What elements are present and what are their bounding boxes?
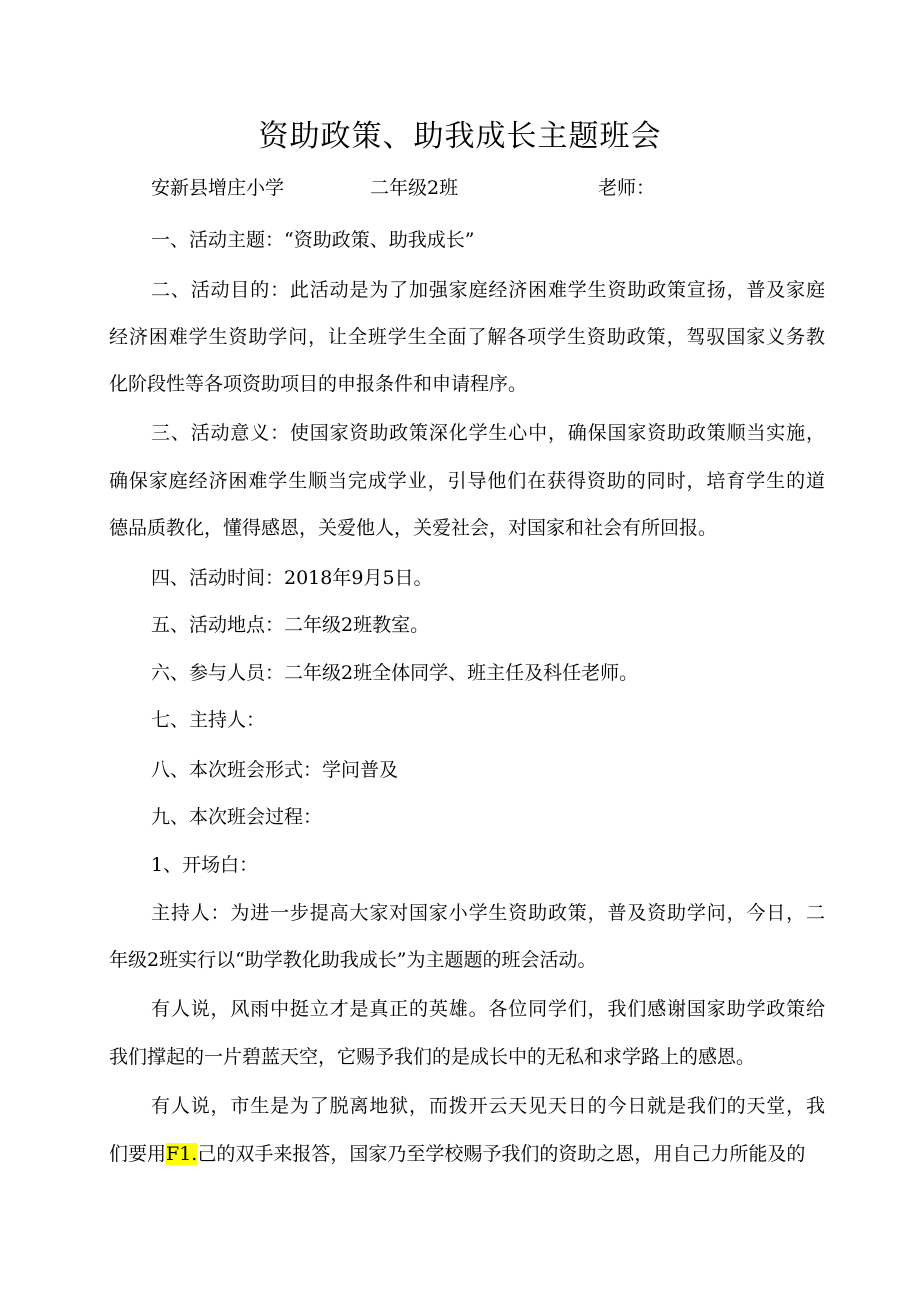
section-participants: 六、参与人员：二年级2班全体同学、班主任及科任老师。 [151,662,639,684]
section-form: 八、本次班会形式：学问普及 [151,759,399,781]
paragraph-1-line-1: 有人说，风雨中挺立才是真正的英雄。各位同学们，我们感谢国家助学政策给 [151,998,825,1020]
host-speech-line-2: 年级2班实行以“助学教化助我成长”为主题题的班会活动。 [109,949,597,971]
paragraph-2-text-before: 们要用 [109,1143,167,1165]
section-theme: 一、活动主题：“资助政策、助我成长” [151,229,475,251]
section-meaning-line-2: 确保家庭经济困难学生顺当完成学业，引导他们在获得资助的同时，培育学生的道 [109,470,825,492]
teacher-label: 老师： [598,177,656,199]
school-name: 安新县增庄小学 [151,177,285,199]
host-speech-line-1: 主持人：为进一步提高大家对国家小学生资助政策，普及资助学问，今日，二 [151,902,825,924]
section-purpose-line-3: 化阶段性等各项资助项目的申报条件和申请程序。 [109,373,528,395]
highlighted-text: F1. [166,1143,198,1165]
section-step-1: 1、开场白： [151,854,259,876]
section-place: 五、活动地点：二年级2班教室。 [151,614,430,636]
paragraph-1-line-2: 我们撑起的一片碧蓝天空，它赐予我们的是成长中的无私和求学路上的感恩。 [109,1046,756,1068]
section-purpose-line-1: 二、活动目的：此活动是为了加强家庭经济困难学生资助政策宣扬，普及家庭 [151,279,825,301]
section-host: 七、主持人： [151,709,266,731]
page-title: 资助政策、助我成长主题班会 [258,119,662,154]
paragraph-2-line-2 [109,1140,805,1168]
paragraph-2-text-after: 己的双手来报答，国家乃至学校赐予我们的资助之恩，用自己力所能及的 [197,1143,806,1165]
section-meaning-line-1: 三、活动意义：使国家资助政策深化学生心中，确保国家资助政策顺当实施， [151,422,825,444]
section-process: 九、本次班会过程： [151,806,323,828]
section-purpose-line-2: 经济困难学生资助学问，让全班学生全面了解各项学生资助政策，驾驭国家义务教 [109,326,825,348]
class-name: 二年级2班 [370,177,459,199]
section-meaning-line-3: 德品质教化，懂得感恩，关爱他人，关爱社会，对国家和社会有所回报。 [109,517,718,539]
section-time: 四、活动时间：2018年9月5日。 [151,567,433,589]
paragraph-2-line-1: 有人说，市生是为了脱离地狱，而拨开云天见天日的今日就是我们的天堂，我 [151,1095,825,1117]
